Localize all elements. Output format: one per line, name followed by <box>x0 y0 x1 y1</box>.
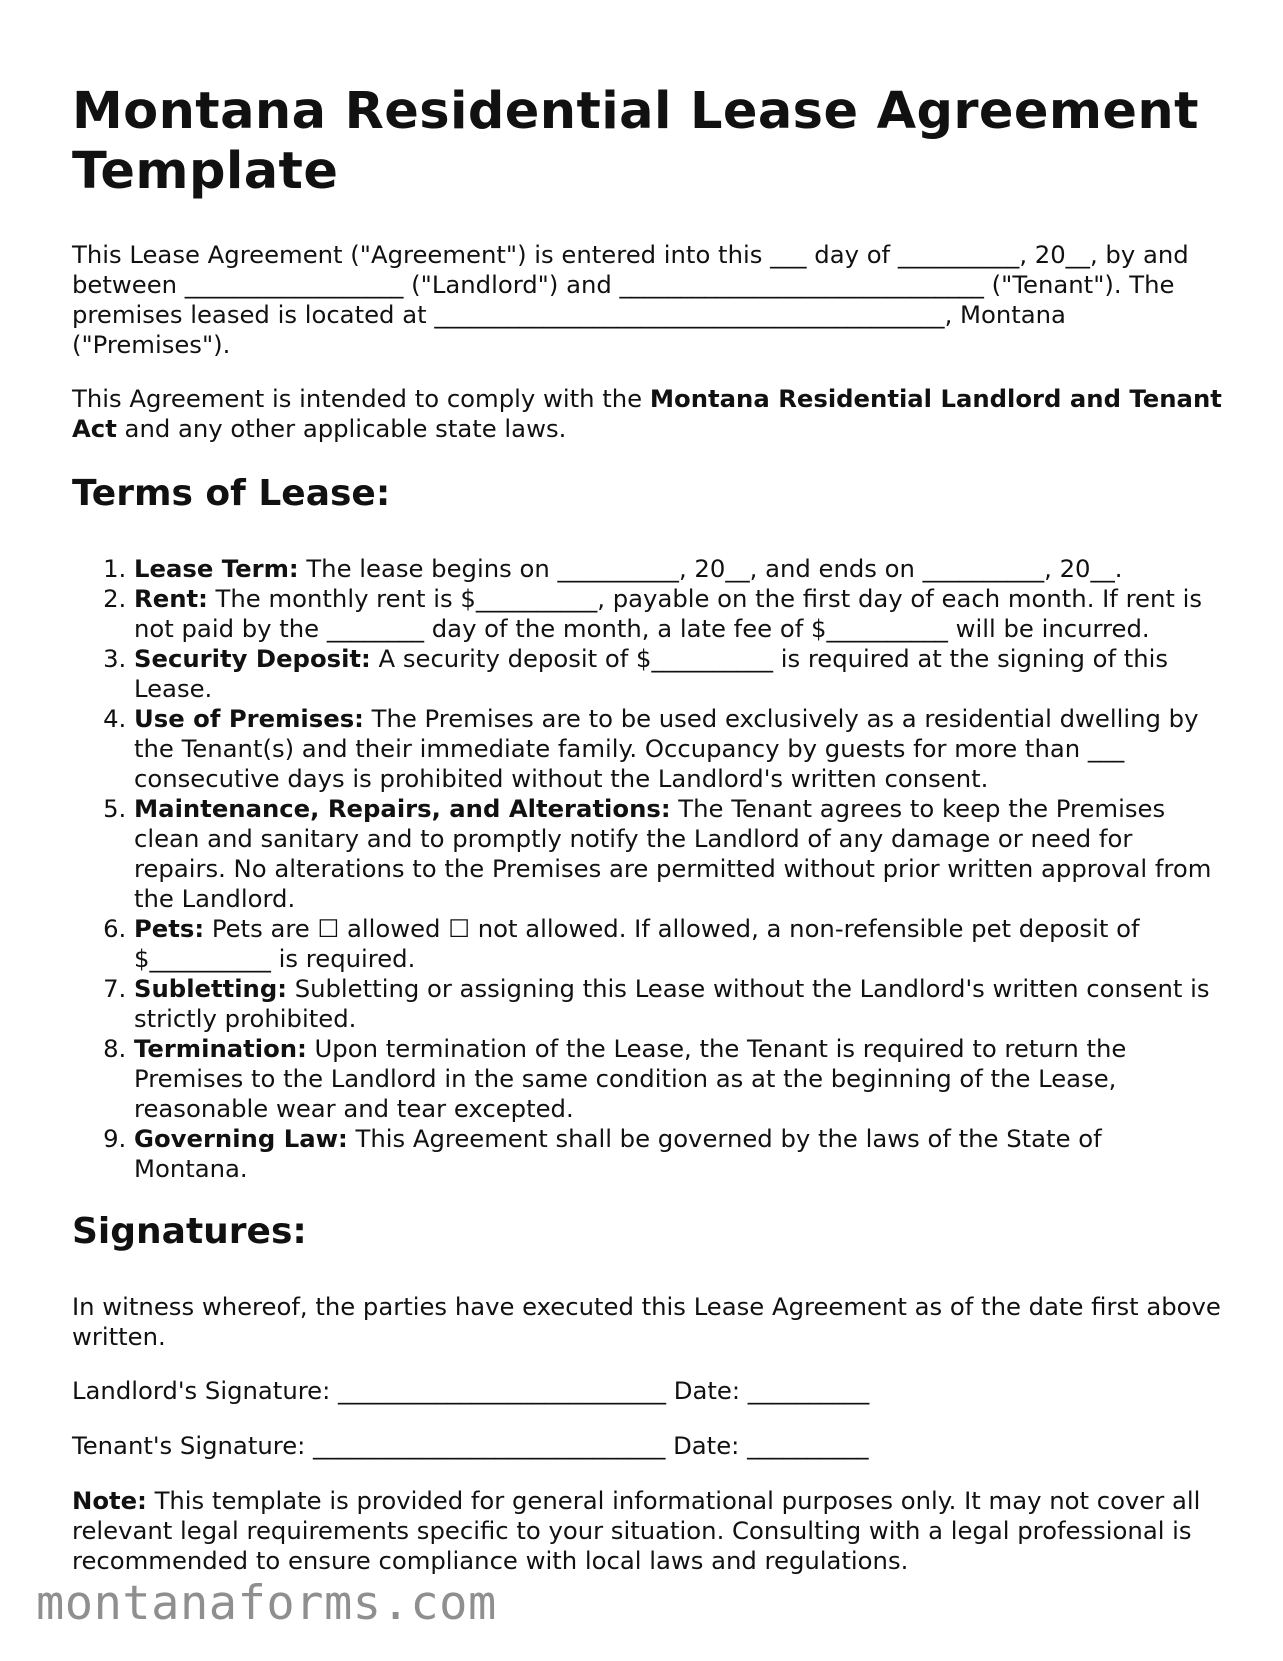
term-label: Pets: <box>134 914 205 943</box>
term-label: Lease Term: <box>134 554 299 583</box>
term-label: Rent: <box>134 584 208 613</box>
term-label: Subletting: <box>134 974 287 1003</box>
term-item-pets <box>134 914 1222 974</box>
watermark: montanaforms.com <box>36 1576 497 1631</box>
note-paragraph <box>72 1486 1222 1576</box>
terms-heading: Terms of Lease: <box>72 473 391 514</box>
term-text: A security deposit of $__________ is required at the signing of this Lease. <box>134 644 1169 703</box>
term-text: Pets are ☐ allowed ☐ not allowed. If allowed, a non-refensible pet deposit of $__________ is required. <box>134 914 1140 973</box>
term-label: Use of Premises: <box>134 704 364 733</box>
tenant-signature-line: Tenant's Signature: _____________________________ Date: __________ <box>72 1431 869 1460</box>
term-text: The lease begins on __________, 20__, and ends on __________, 20__. <box>298 554 1123 583</box>
document-title: Montana Residential Lease Agreement Template <box>72 82 1199 201</box>
terms-list <box>72 554 1222 1184</box>
intro-paragraph: This Lease Agreement ("Agreement") is entered into this ___ day of __________, 20__, by and between __________________ ("Landlord") and ______________________________ ("Tenant"). The premises leased is located at __________________________________________, Montana ("Premises"). <box>72 240 1189 359</box>
note-label: Note: <box>72 1486 147 1515</box>
term-item-governing-law <box>134 1124 1222 1184</box>
signatures-heading: Signatures: <box>72 1211 307 1252</box>
witness-paragraph: In witness whereof, the parties have executed this Lease Agreement as of the date first above written. <box>72 1292 1221 1351</box>
term-label: Security Deposit: <box>134 644 371 673</box>
document <box>72 82 1222 1576</box>
term-item-subletting <box>134 974 1222 1034</box>
term-text: The Premises are to be used exclusively as a residential dwelling by the Tenant(s) and their immediate family. Occupancy by guests for more than ___ consecutive days is prohibited without the Landlord's written consent. <box>134 704 1199 793</box>
term-item-lease-term <box>134 554 1222 584</box>
term-text: The monthly rent is $__________, payable on the first day of each month. If rent is not paid by the ________ day of the month, a late fee of $__________ will be incurred. <box>134 584 1203 643</box>
landlord-signature-line: Landlord's Signature: ___________________________ Date: __________ <box>72 1376 870 1405</box>
compliance-text-after: and any other applicable state laws. <box>116 414 567 443</box>
compliance-act-name: Montana Residential Landlord and Tenant Act <box>72 384 1222 443</box>
term-text: Subletting or assigning this Lease without the Landlord's written consent is strictly prohibited. <box>134 974 1210 1033</box>
term-item-maintenance <box>134 794 1222 914</box>
term-label: Termination: <box>134 1034 307 1063</box>
term-label: Maintenance, Repairs, and Alterations: <box>134 794 671 823</box>
term-item-use-of-premises <box>134 704 1222 794</box>
term-item-termination <box>134 1034 1222 1124</box>
term-label: Governing Law: <box>134 1124 348 1153</box>
note-text: This template is provided for general informational purposes only. It may not cover all relevant legal requirements specific to your situation. Consulting with a legal professional is recommended to ensure compliance with local laws and regulations. <box>72 1486 1201 1575</box>
term-item-security-deposit <box>134 644 1222 704</box>
compliance-paragraph <box>72 384 1222 444</box>
compliance-text-before: This Agreement is intended to comply with the <box>72 384 650 413</box>
term-text: This Agreement shall be governed by the laws of the State of Montana. <box>134 1124 1102 1183</box>
term-text: Upon termination of the Lease, the Tenant is required to return the Premises to the Landlord in the same condition as at the beginning of the Lease, reasonable wear and tear excepted. <box>134 1034 1127 1123</box>
term-text: The Tenant agrees to keep the Premises clean and sanitary and to promptly notify the Landlord of any damage or need for repairs. No alterations to the Premises are permitted without prior written approval from the Landlord. <box>134 794 1212 913</box>
term-item-rent <box>134 584 1222 644</box>
